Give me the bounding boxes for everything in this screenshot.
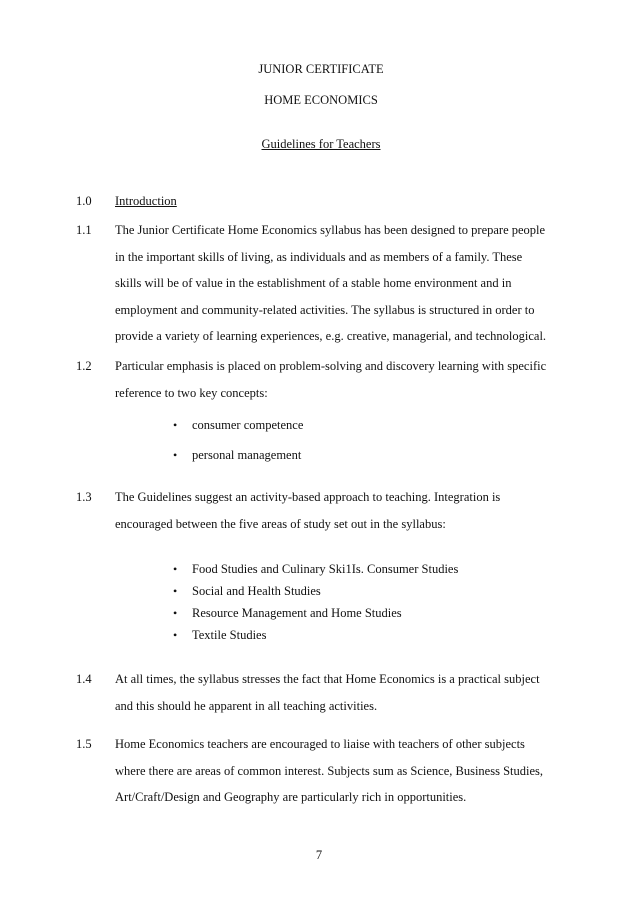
paragraph-line: Home Economics teachers are encouraged to liaise with teachers of other subjects <box>115 737 525 751</box>
paragraph-1-1 <box>115 217 565 350</box>
paragraph-line: Particular emphasis is placed on problem-solving and discovery learning with specific <box>115 359 547 373</box>
paragraph-line: provide a variety of learning experiences, e.g. creative, managerial, and technological. <box>115 329 547 343</box>
bullet-list-key-concepts <box>170 417 303 463</box>
list-item <box>170 558 458 580</box>
page-number: 7 <box>315 848 323 862</box>
paragraph-line: At all times, the syllabus stresses the fact that Home Economics is a practical subject <box>115 672 540 686</box>
list-item-label: Social and Health Studies <box>192 584 321 598</box>
list-item <box>170 417 303 433</box>
bullet-icon: • <box>173 606 178 620</box>
section-number-1-0: 1.0 <box>76 194 92 208</box>
title-line-1: JUNIOR CERTIFICATE <box>258 62 384 76</box>
section-heading-introduction: Introduction <box>115 194 177 208</box>
paragraph-1-3 <box>115 484 565 537</box>
paragraph-line: skills will be of value in the establishment of a stable home environment and in <box>115 276 512 290</box>
subtitle-guidelines <box>0 136 638 152</box>
title-home-economics <box>0 92 638 108</box>
title-junior-certificate <box>0 61 638 77</box>
paragraph-line: The Guidelines suggest an activity-based approach to teaching. Integration is <box>115 490 501 504</box>
list-item-label: consumer competence <box>192 418 304 432</box>
title-line-2: HOME ECONOMICS <box>264 93 378 107</box>
paragraph-line: where there are areas of common interest. Subjects sum as Science, Business Studies, <box>115 763 544 778</box>
section-number-1-3: 1.3 <box>76 490 92 504</box>
paragraph-line: The Junior Certificate Home Economics syllabus has been designed to prepare people <box>115 223 546 237</box>
section-number-1-2: 1.2 <box>76 359 92 373</box>
paragraph-1-5 <box>115 731 565 811</box>
section-number-1-5: 1.5 <box>76 737 92 751</box>
bullet-icon: • <box>173 418 178 432</box>
section-number-1-1: 1.1 <box>76 223 92 237</box>
paragraph-line: encouraged between the five areas of study set out in the syllabus: <box>115 516 446 531</box>
bullet-icon: • <box>173 448 178 462</box>
paragraph-1-4 <box>115 666 565 719</box>
list-item-label: Textile Studies <box>192 628 267 642</box>
list-item <box>170 580 458 602</box>
paragraph-line: Art/Craft/Design and Geography are particularly rich in opportunities. <box>115 790 467 804</box>
paragraph-line: and this should he apparent in all teaching activities. <box>115 698 378 713</box>
paragraph-line: reference to two key concepts: <box>115 385 268 400</box>
paragraph-line: employment and community-related activities. The syllabus is structured in order to <box>115 302 535 317</box>
list-item-label: Resource Management and Home Studies <box>192 606 402 620</box>
bullet-icon: • <box>173 584 178 598</box>
section-number-1-4: 1.4 <box>76 672 92 686</box>
list-item-label: Food Studies and Culinary Ski1Is. Consumer Studies <box>192 562 459 576</box>
list-item-label: personal management <box>192 448 302 462</box>
list-item <box>170 624 458 646</box>
list-item <box>170 602 458 624</box>
paragraph-1-2 <box>115 353 565 406</box>
list-item <box>170 447 303 463</box>
bullet-icon: • <box>173 562 178 576</box>
paragraph-line: in the important skills of living, as individuals and as members of a family. These <box>115 249 523 264</box>
bullet-list-areas-of-study <box>170 558 458 646</box>
bullet-icon: • <box>173 628 178 642</box>
title-line-3: Guidelines for Teachers <box>261 137 381 151</box>
